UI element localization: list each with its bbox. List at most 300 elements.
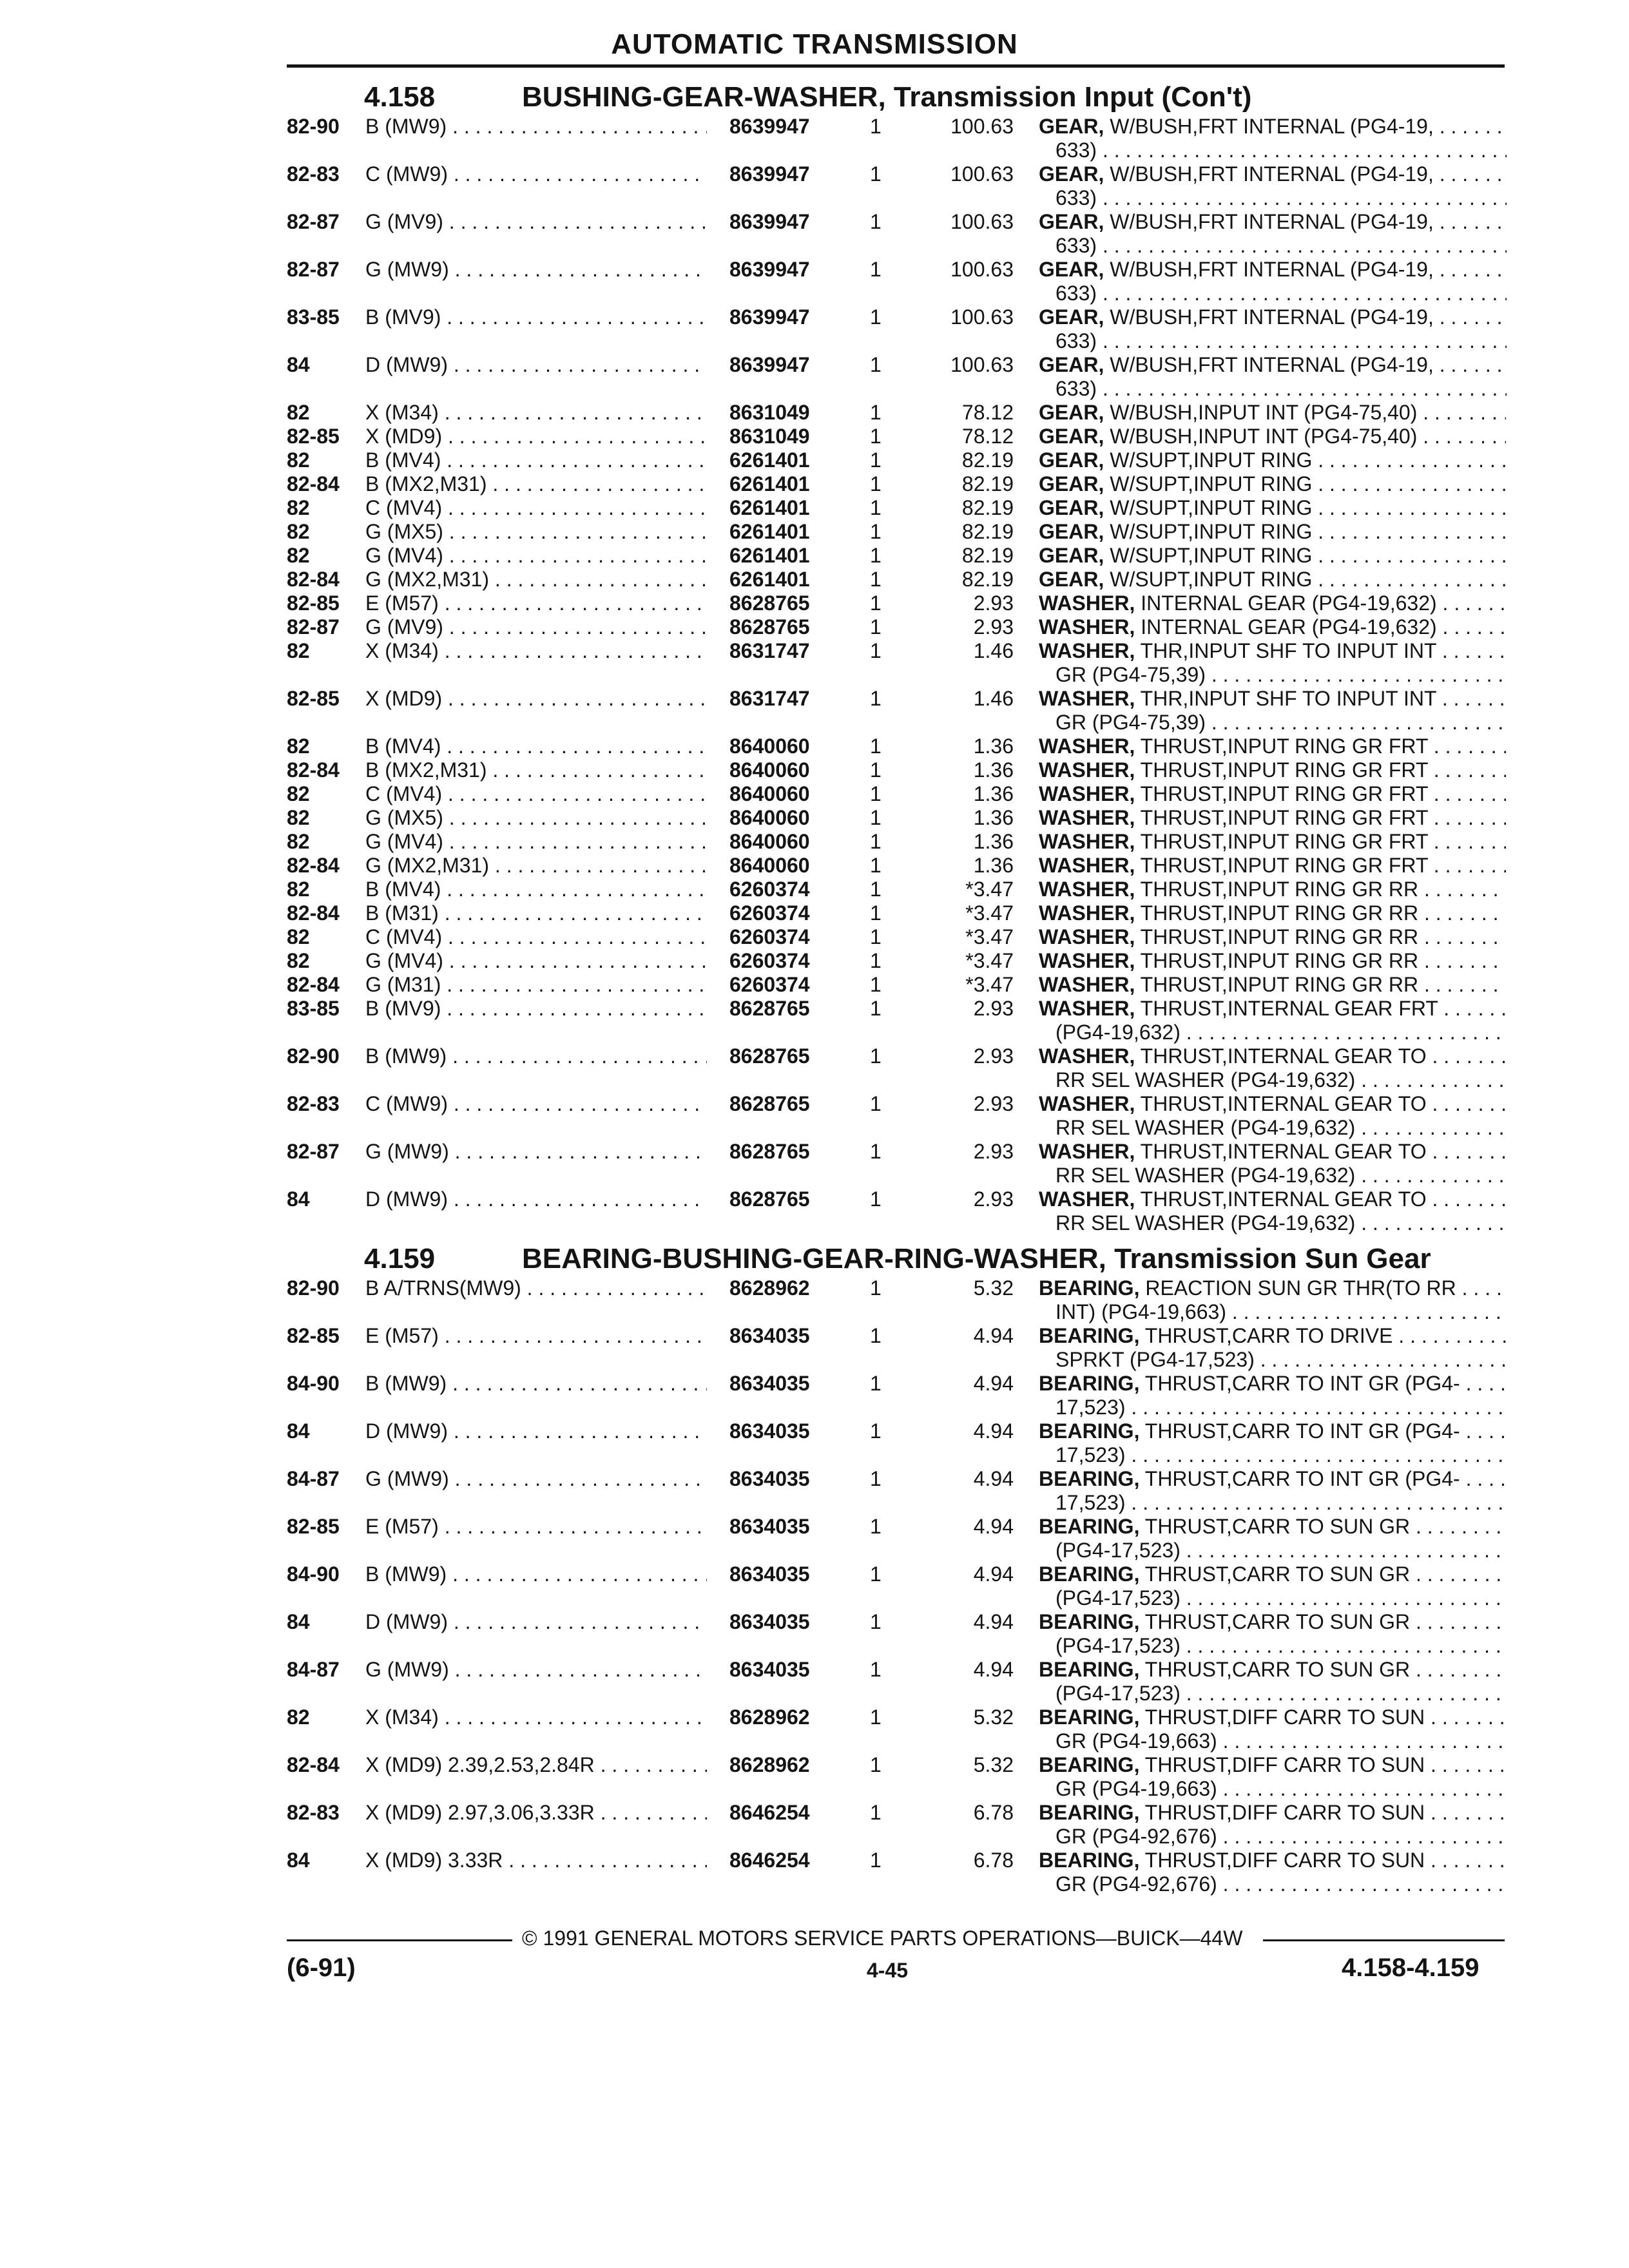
model-year: 84: [287, 1849, 310, 1872]
description: [1039, 997, 1506, 1021]
description-continuation: (PG4-17,523) . . .: [1055, 1586, 1507, 1610]
footer-rule-right: [1263, 1939, 1505, 1941]
price: 82.19: [961, 544, 1014, 567]
table-row: [0, 687, 1629, 735]
part-number: 8631747: [729, 687, 810, 710]
description-text: THRUST,INPUT RING GR RR: [1140, 949, 1419, 972]
model-code: G (M31) . . .: [365, 973, 707, 997]
table-row: [0, 1515, 1629, 1562]
part-number: 8631049: [729, 425, 810, 448]
price: 4.94: [973, 1610, 1014, 1633]
table-row: [0, 758, 1629, 782]
description-text: W/BUSH,INPUT INT (PG4-75,40): [1110, 425, 1418, 448]
model-year: 82: [287, 520, 310, 543]
quantity: 1: [870, 1276, 882, 1300]
description-noun: GEAR,: [1039, 210, 1104, 233]
quantity: 1: [870, 1706, 882, 1729]
description-noun: BEARING,: [1039, 1658, 1140, 1681]
section-number: 4.159: [364, 1243, 436, 1274]
quantity: 1: [870, 925, 882, 948]
model-year: 84-87: [287, 1658, 340, 1681]
part-number: 8640060: [729, 806, 810, 829]
description-noun: WASHER,: [1039, 758, 1135, 782]
table-row: [0, 472, 1629, 496]
quantity: 1: [870, 997, 882, 1020]
description-text: THRUST,CARR TO SUN GR: [1144, 1562, 1411, 1586]
description-continuation: RR SEL WASHER (PG4-19,632) . . .: [1055, 1164, 1507, 1187]
part-number: 8640060: [729, 735, 810, 758]
model-code: G (MV9) . . .: [365, 615, 707, 639]
model-year: 82-84: [287, 973, 340, 996]
table-row: [0, 353, 1629, 401]
table-row: [0, 544, 1629, 568]
price: 2.93: [973, 1140, 1014, 1163]
price: 6.78: [973, 1801, 1014, 1824]
description-noun: WASHER,: [1039, 1187, 1135, 1211]
description-continuation: 633) . . .: [1055, 186, 1507, 210]
price: 1.46: [973, 687, 1014, 710]
model-year: 84-90: [287, 1372, 340, 1395]
price: 1.36: [973, 854, 1014, 877]
quantity: 1: [870, 1044, 882, 1068]
model-code: E (M57) . . .: [365, 1324, 707, 1348]
quantity: 1: [870, 639, 882, 662]
part-number: 6260374: [729, 949, 810, 972]
description-continuation: GR (PG4-92,676) . . .: [1055, 1872, 1507, 1896]
description: [1039, 496, 1506, 520]
part-number: 8634035: [729, 1658, 810, 1681]
model-year: 82-87: [287, 258, 340, 281]
quantity: 1: [870, 1801, 882, 1824]
model-year: 82-87: [287, 615, 340, 639]
table-row: [0, 1562, 1629, 1610]
price: 82.19: [961, 520, 1014, 543]
model-code: E (M57) . . .: [365, 1515, 707, 1539]
price: 2.93: [973, 1187, 1014, 1211]
description: [1039, 1849, 1506, 1872]
quantity: 1: [870, 1849, 882, 1872]
part-number: 8634035: [729, 1515, 810, 1538]
part-number: 8640060: [729, 758, 810, 782]
description-noun: WASHER,: [1039, 878, 1135, 901]
section-title: BEARING-BUSHING-GEAR-RING-WASHER, Transmission Sun Gear: [522, 1243, 1431, 1274]
footer-copyright: © 1991 GENERAL MOTORS SERVICE PARTS OPERATIONS—BUICK—44W: [522, 1927, 1243, 1950]
model-code: G (MV4) . . .: [365, 830, 707, 854]
description-noun: GEAR,: [1039, 353, 1104, 376]
description-noun: WASHER,: [1039, 949, 1135, 972]
quantity: 1: [870, 854, 882, 877]
description-text: THRUST,CARR TO INT GR (PG4-: [1144, 1419, 1460, 1443]
quantity: 1: [870, 949, 882, 972]
model-year: 82-85: [287, 1515, 340, 1538]
table-row: [0, 1419, 1629, 1467]
model-year: 82: [287, 925, 310, 948]
description-continuation: SPRKT (PG4-17,523) . . .: [1055, 1348, 1507, 1372]
price: 5.32: [973, 1706, 1014, 1729]
quantity: 1: [870, 305, 882, 329]
table-row: [0, 448, 1629, 472]
model-year: 82: [287, 782, 310, 805]
table-row: [0, 925, 1629, 949]
model-year: 82-87: [287, 1140, 340, 1163]
description-text: THRUST,DIFF CARR TO SUN: [1144, 1706, 1425, 1729]
model-year: 82-90: [287, 115, 340, 138]
quantity: 1: [870, 258, 882, 281]
price: 1.36: [973, 735, 1014, 758]
description: [1039, 258, 1506, 282]
description: [1039, 1092, 1506, 1116]
description-text: W/BUSH,FRT INTERNAL (PG4-19,: [1110, 210, 1434, 233]
description: [1039, 854, 1506, 878]
model-code: G (MV4) . . .: [365, 949, 707, 973]
part-number: 8639947: [729, 115, 810, 138]
description-text: THRUST,INPUT RING GR RR: [1140, 901, 1419, 925]
page-header-title: AUTOMATIC TRANSMISSION: [611, 28, 1018, 60]
table-row: [0, 639, 1629, 687]
model-code: B (MX2,M31) . . .: [365, 472, 707, 496]
model-code: G (MW9) . . .: [365, 258, 707, 282]
description: [1039, 1562, 1506, 1586]
quantity: 1: [870, 401, 882, 424]
model-code: B (M31) . . .: [365, 901, 707, 925]
model-year: 82-90: [287, 1044, 340, 1068]
price: 4.94: [973, 1658, 1014, 1681]
description-continuation: GR (PG4-92,676) . . .: [1055, 1825, 1507, 1849]
description-continuation: 633) . . .: [1055, 234, 1507, 258]
description-continuation: RR SEL WASHER (PG4-19,632) . . .: [1055, 1116, 1507, 1140]
part-number: 8634035: [729, 1562, 810, 1586]
price: 100.63: [950, 162, 1014, 186]
description-noun: WASHER,: [1039, 615, 1135, 639]
table-row: [0, 115, 1629, 162]
description-text: W/SUPT,INPUT RING: [1110, 544, 1313, 567]
table-row: [0, 162, 1629, 210]
description-noun: BEARING,: [1039, 1276, 1140, 1300]
description-text: W/BUSH,FRT INTERNAL (PG4-19,: [1110, 353, 1434, 376]
description-noun: BEARING,: [1039, 1801, 1140, 1824]
table-row: [0, 1372, 1629, 1419]
description-noun: GEAR,: [1039, 448, 1104, 472]
quantity: 1: [870, 1753, 882, 1776]
quantity: 1: [870, 1372, 882, 1395]
part-number: 6261401: [729, 568, 810, 591]
table-row: [0, 258, 1629, 305]
model-code: B (MV4) . . .: [365, 878, 707, 901]
model-year: 82-83: [287, 162, 340, 186]
description-continuation: 633) . . .: [1055, 282, 1507, 305]
footer-date: (6-91): [287, 1954, 356, 1982]
price: *3.47: [965, 925, 1014, 948]
table-row: [0, 806, 1629, 830]
description: [1039, 115, 1506, 139]
description-noun: WASHER,: [1039, 1140, 1135, 1163]
description-text: THRUST,CARR TO SUN GR: [1144, 1658, 1411, 1681]
price: 82.19: [961, 568, 1014, 591]
price: 100.63: [950, 305, 1014, 329]
description-noun: BEARING,: [1039, 1372, 1140, 1395]
description-text: REACTION SUN GR THR(TO RR: [1145, 1276, 1456, 1300]
model-code: B A/TRNS(MW9) . . .: [365, 1276, 707, 1300]
part-number: 8628765: [729, 591, 810, 615]
price: 4.94: [973, 1562, 1014, 1586]
table-row: [0, 1658, 1629, 1706]
description-noun: GEAR,: [1039, 520, 1104, 543]
description: [1039, 1324, 1506, 1348]
model-year: 83-85: [287, 305, 340, 329]
table-row: [0, 782, 1629, 806]
description-noun: GEAR,: [1039, 258, 1104, 281]
table-row: [0, 1849, 1629, 1896]
table-row: [0, 591, 1629, 615]
model-code: C (MV4) . . .: [365, 782, 707, 806]
part-number: 6261401: [729, 520, 810, 543]
part-number: 8639947: [729, 353, 810, 376]
description: [1039, 448, 1506, 472]
description-noun: WASHER,: [1039, 901, 1135, 925]
description-continuation: RR SEL WASHER (PG4-19,632) . . .: [1055, 1211, 1507, 1235]
table-row: [0, 520, 1629, 544]
description: [1039, 162, 1506, 186]
model-year: 82-85: [287, 425, 340, 448]
model-code: X (MD9) 2.97,3.06,3.33R . . .: [365, 1801, 707, 1825]
quantity: 1: [870, 1658, 882, 1681]
description-text: THRUST,INPUT RING GR FRT: [1140, 758, 1428, 782]
part-number: 8628765: [729, 615, 810, 639]
part-number: 8640060: [729, 830, 810, 853]
description: [1039, 1610, 1506, 1634]
model-code: B (MW9) . . .: [365, 1372, 707, 1396]
description-noun: WASHER,: [1039, 1044, 1135, 1068]
model-code: G (MX5) . . .: [365, 520, 707, 544]
model-year: 82: [287, 735, 310, 758]
description-text: THRUST,INPUT RING GR RR: [1140, 973, 1419, 996]
part-number: 8628962: [729, 1706, 810, 1729]
model-code: B (MX2,M31) . . .: [365, 758, 707, 782]
description-noun: BEARING,: [1039, 1610, 1140, 1633]
description: [1039, 782, 1506, 806]
price: 100.63: [950, 258, 1014, 281]
quantity: 1: [870, 472, 882, 495]
description-text: THRUST,CARR TO SUN GR: [1144, 1610, 1411, 1633]
model-year: 82-84: [287, 758, 340, 782]
model-code: G (MW9) . . .: [365, 1140, 707, 1164]
description-noun: BEARING,: [1039, 1324, 1140, 1347]
model-code: C (MV4) . . .: [365, 925, 707, 949]
description-noun: WASHER,: [1039, 973, 1135, 996]
description-text: W/SUPT,INPUT RING: [1110, 568, 1313, 591]
model-year: 82-84: [287, 854, 340, 877]
description-continuation: GR (PG4-19,663) . . .: [1055, 1729, 1507, 1753]
model-code: E (M57) . . .: [365, 591, 707, 615]
table-row: [0, 854, 1629, 878]
part-number: 8634035: [729, 1610, 810, 1633]
description: [1039, 1801, 1506, 1825]
table-row: [0, 1753, 1629, 1801]
quantity: 1: [870, 615, 882, 639]
quantity: 1: [870, 830, 882, 853]
table-row: [0, 1324, 1629, 1372]
description-continuation: (PG4-17,523) . . .: [1055, 1634, 1507, 1658]
description: [1039, 878, 1506, 901]
price: 5.32: [973, 1276, 1014, 1300]
model-code: X (MD9) 3.33R . . .: [365, 1849, 707, 1872]
price: *3.47: [965, 973, 1014, 996]
description-text: W/BUSH,FRT INTERNAL (PG4-19,: [1110, 162, 1434, 186]
description-noun: BEARING,: [1039, 1706, 1140, 1729]
description-text: THRUST,CARR TO SUN GR: [1144, 1515, 1411, 1538]
description: [1039, 925, 1506, 949]
description-noun: WASHER,: [1039, 1092, 1135, 1115]
model-year: 82-84: [287, 568, 340, 591]
description: [1039, 639, 1506, 663]
table-row: [0, 1610, 1629, 1658]
description-text: THRUST,INTERNAL GEAR FRT: [1140, 997, 1438, 1020]
description: [1039, 1419, 1506, 1443]
price: 4.94: [973, 1419, 1014, 1443]
model-code: B (MW9) . . .: [365, 115, 707, 139]
price: 78.12: [961, 425, 1014, 448]
part-number: 8639947: [729, 258, 810, 281]
description-noun: WASHER,: [1039, 687, 1135, 710]
description: [1039, 1515, 1506, 1539]
description-text: THRUST,INPUT RING GR FRT: [1140, 806, 1428, 829]
model-code: X (MD9) . . .: [365, 687, 707, 711]
model-code: X (M34) . . .: [365, 401, 707, 425]
price: 6.78: [973, 1849, 1014, 1872]
description-text: THRUST,INPUT RING GR RR: [1140, 878, 1419, 901]
table-row: [0, 1801, 1629, 1849]
description-text: THRUST,INPUT RING GR FRT: [1140, 830, 1428, 853]
model-code: X (MD9) . . .: [365, 425, 707, 448]
model-year: 82: [287, 639, 310, 662]
description: [1039, 687, 1506, 711]
description-text: INTERNAL GEAR (PG4-19,632): [1141, 615, 1437, 639]
description-text: THRUST,INPUT RING GR RR: [1140, 925, 1419, 948]
model-year: 82-87: [287, 210, 340, 233]
header-rule: [287, 64, 1505, 68]
model-code: B (MW9) . . .: [365, 1562, 707, 1586]
model-year: 82-85: [287, 687, 340, 710]
description-noun: WASHER,: [1039, 830, 1135, 853]
quantity: 1: [870, 1187, 882, 1211]
description-text: THRUST,INTERNAL GEAR TO: [1140, 1187, 1427, 1211]
quantity: 1: [870, 353, 882, 376]
price: 78.12: [961, 401, 1014, 424]
description: [1039, 1140, 1506, 1164]
part-number: 8639947: [729, 210, 810, 233]
table-row: [0, 210, 1629, 258]
table-row: [0, 425, 1629, 448]
description-noun: GEAR,: [1039, 401, 1104, 424]
description-text: THRUST,DIFF CARR TO SUN: [1144, 1849, 1425, 1872]
quantity: 1: [870, 901, 882, 925]
footer-page-number: 4-45: [867, 1959, 909, 1982]
description: [1039, 544, 1506, 568]
description-text: W/BUSH,INPUT INT (PG4-75,40): [1110, 401, 1418, 424]
quantity: 1: [870, 758, 882, 782]
description-text: THRUST,CARR TO INT GR (PG4-: [1144, 1467, 1460, 1490]
description-text: THRUST,DIFF CARR TO SUN: [1144, 1753, 1425, 1776]
description-continuation: 17,523) . . .: [1055, 1443, 1507, 1467]
model-year: 82-85: [287, 1324, 340, 1347]
model-year: 82: [287, 878, 310, 901]
description: [1039, 472, 1506, 496]
model-code: X (M34) . . .: [365, 1706, 707, 1729]
table-row: [0, 496, 1629, 520]
description-text: THRUST,DIFF CARR TO SUN: [1144, 1801, 1425, 1824]
description: [1039, 1044, 1506, 1068]
description-continuation: 633) . . .: [1055, 329, 1507, 353]
section-title: BUSHING-GEAR-WASHER, Transmission Input (Con't): [522, 81, 1252, 113]
table-row: [0, 878, 1629, 901]
model-code: G (MX2,M31) . . .: [365, 568, 707, 591]
description-noun: BEARING,: [1039, 1849, 1140, 1872]
price: *3.47: [965, 901, 1014, 925]
quantity: 1: [870, 115, 882, 138]
model-code: D (MW9) . . .: [365, 1187, 707, 1211]
price: 4.94: [973, 1324, 1014, 1347]
price: 5.32: [973, 1753, 1014, 1776]
quantity: 1: [870, 425, 882, 448]
description-continuation: INT) (PG4-19,663) . . .: [1055, 1300, 1507, 1324]
model-year: 84: [287, 1187, 310, 1211]
description: [1039, 1187, 1506, 1211]
table-row: [0, 1187, 1629, 1235]
price: *3.47: [965, 878, 1014, 901]
quantity: 1: [870, 448, 882, 472]
model-year: 82: [287, 830, 310, 853]
description-continuation: RR SEL WASHER (PG4-19,632) . . .: [1055, 1068, 1507, 1092]
quantity: 1: [870, 782, 882, 805]
section-header: [0, 1240, 1629, 1276]
description: [1039, 353, 1506, 377]
price: 2.93: [973, 1092, 1014, 1115]
description-text: W/BUSH,FRT INTERNAL (PG4-19,: [1110, 258, 1434, 281]
price: 2.93: [973, 997, 1014, 1020]
footer-rule-left: [287, 1939, 512, 1941]
part-number: 8628765: [729, 1187, 810, 1211]
description: [1039, 1372, 1506, 1396]
description-text: THRUST,INPUT RING GR FRT: [1140, 735, 1428, 758]
quantity: 1: [870, 1419, 882, 1443]
description: [1039, 568, 1506, 591]
price: 2.93: [973, 1044, 1014, 1068]
description-text: THRUST,CARR TO INT GR (PG4-: [1144, 1372, 1460, 1395]
quantity: 1: [870, 1515, 882, 1538]
model-year: 82-84: [287, 472, 340, 495]
description-noun: WASHER,: [1039, 591, 1135, 615]
part-number: 6261401: [729, 544, 810, 567]
quantity: 1: [870, 1324, 882, 1347]
quantity: 1: [870, 973, 882, 996]
model-year: 82-84: [287, 1753, 340, 1776]
price: 1.36: [973, 830, 1014, 853]
description-text: INTERNAL GEAR (PG4-19,632): [1141, 591, 1437, 615]
description-continuation: (PG4-17,523) . . .: [1055, 1682, 1507, 1706]
description-text: THRUST,INPUT RING GR FRT: [1140, 854, 1428, 877]
price: *3.47: [965, 949, 1014, 972]
model-code: G (MW9) . . .: [365, 1467, 707, 1491]
description-continuation: 633) . . .: [1055, 377, 1507, 401]
table-row: [0, 949, 1629, 973]
section-number: 4.158: [364, 81, 436, 113]
model-code: B (MV9) . . .: [365, 305, 707, 329]
description-text: W/SUPT,INPUT RING: [1110, 448, 1313, 472]
price: 1.36: [973, 758, 1014, 782]
quantity: 1: [870, 568, 882, 591]
price: 1.36: [973, 806, 1014, 829]
quantity: 1: [870, 496, 882, 519]
